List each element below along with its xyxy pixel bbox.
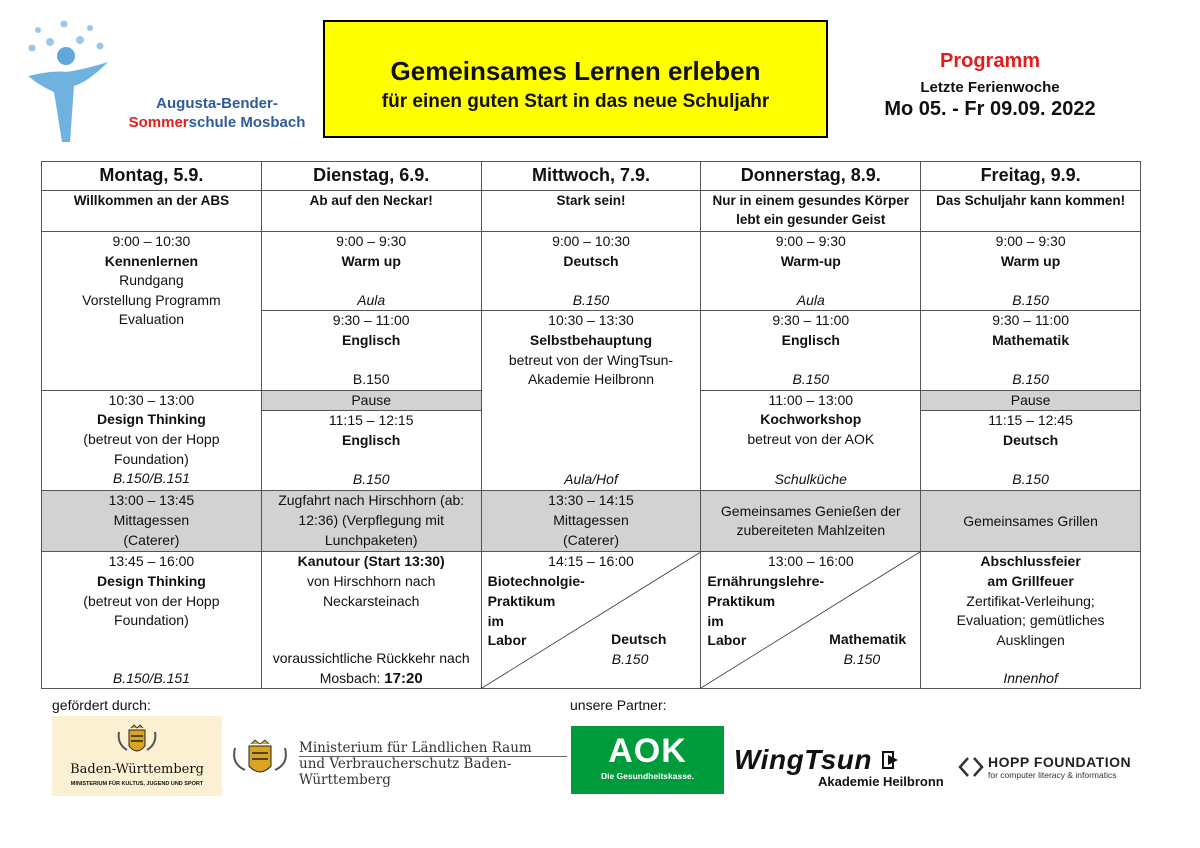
wed-lunch-time: 13:30 – 14:15 — [548, 492, 634, 509]
tue-s3-time: 11:15 – 12:15 — [328, 412, 414, 429]
thu-s4-line1: Ernährungslehre- — [707, 573, 825, 590]
aok-logo — [571, 726, 724, 794]
program-info — [860, 50, 1120, 121]
school-name — [112, 94, 322, 132]
thu-s1-room: Aula — [796, 291, 825, 308]
tue-session-kanutour — [261, 552, 481, 689]
thu-s2-room: B.150 — [792, 371, 830, 388]
motto-tuesday: Ab auf den Neckar! — [261, 191, 481, 232]
hopp-sub: for computer literacy & informatics — [988, 770, 1117, 780]
mon-s2-time: 10:30 – 13:00 — [108, 391, 195, 408]
school-name-rest: schule Mosbach — [188, 114, 306, 131]
aok-name: AOK — [608, 732, 687, 770]
wed-s3-room: B.150 — [611, 651, 649, 668]
fri-s3-title: Deutsch — [1002, 431, 1059, 448]
bw-ministry: MINISTERIUM FÜR KULTUS, JUGEND UND SPORT — [70, 781, 204, 787]
thu-meal: Gemeinsames Genießen der zubereiteten Mahlzeiten — [701, 491, 921, 552]
tue-session-englisch-2 — [261, 411, 481, 491]
tue-s1-title: Warm up — [341, 252, 401, 269]
thu-s2-time: 9:30 – 11:00 — [772, 312, 850, 329]
day-friday: Freitag, 9.9. — [921, 162, 1141, 191]
thu-s4-line3: im — [707, 612, 724, 629]
wingtsun-emblem-icon — [882, 751, 900, 769]
day-wednesday: Mittwoch, 7.9. — [481, 162, 701, 191]
school-logo-icon — [24, 18, 114, 148]
wed-s1-time: 9:00 – 10:30 — [552, 233, 630, 249]
aok-slogan: Die Gesundheitskasse. — [600, 771, 695, 781]
tue-s2-room: B.150 — [352, 371, 390, 388]
tue-s4-line2: Neckarsteinach — [322, 592, 420, 609]
mon-s3-line1: (betreut von der Hopp — [83, 592, 220, 609]
day-monday: Montag, 5.9. — [42, 162, 262, 191]
wingtsun-name: WingTsun — [734, 744, 873, 775]
mon-lunch-time: 13:00 – 13:45 — [108, 492, 195, 509]
mlr-line1: Ministerium für Ländlichen Raum — [299, 740, 532, 756]
mon-session-design-thinking-1 — [42, 390, 262, 491]
bw-kultus-logo — [52, 716, 222, 796]
tue-s1-time: 9:00 – 9:30 — [336, 233, 407, 249]
thu-session-ernaehrung — [701, 552, 921, 689]
fri-s4-room: Innenhof — [1003, 669, 1058, 686]
mon-s1-line3: Evaluation — [118, 311, 185, 328]
wed-session-biotech — [481, 552, 701, 689]
thu-session-kochworkshop — [701, 390, 921, 491]
thu-s4-time: 13:00 – 16:00 — [767, 553, 854, 570]
mon-session-design-thinking-2 — [42, 552, 262, 689]
fri-s4-title2: am Grillfeuer — [987, 572, 1074, 589]
day-header-row — [42, 162, 1141, 191]
motto-row — [42, 191, 1141, 232]
mon-s2-line1: (betreut von der Hopp — [83, 430, 220, 447]
motto-friday: Das Schuljahr kann kommen! — [921, 191, 1141, 232]
tue-s2-title: Englisch — [342, 331, 401, 348]
mon-s2-room: B.150/B.151 — [112, 470, 190, 487]
thu-s1-title: Warm-up — [780, 252, 841, 269]
fri-s4-line3: Ausklingen — [996, 631, 1065, 648]
mon-s1-time: 9:00 – 10:30 — [112, 233, 191, 249]
thu-s2-title: Englisch — [781, 331, 840, 348]
motto-monday: Willkommen an der ABS — [42, 191, 262, 232]
wed-s3-alt: Deutsch — [611, 631, 667, 648]
tue-s4-return: voraussichtliche Rückkehr nach — [272, 650, 470, 667]
tue-s4-title: Kanutour (Start 13:30) — [297, 553, 445, 570]
schedule-table — [41, 161, 1141, 689]
thu-s4-room: B.150 — [843, 651, 881, 668]
fri-s3-room: B.150 — [1012, 471, 1049, 488]
wed-s2-line1: betreut von der WingTsun- — [508, 351, 674, 368]
fri-pause: Pause — [921, 390, 1141, 411]
mon-session-kennenlernen — [42, 232, 262, 391]
thu-s4-line2: Praktikum — [707, 592, 776, 609]
mon-s2-line2: Foundation) — [114, 450, 189, 467]
wingtsun-sub: Akademie Heilbronn — [818, 774, 944, 789]
motto-wednesday: Stark sein! — [481, 191, 701, 232]
thu-session-englisch — [701, 311, 921, 390]
thu-s4-alt: Mathematik — [829, 631, 907, 648]
fri-s1-room: B.150 — [1012, 291, 1049, 308]
fri-s2-time: 9:30 – 11:00 — [992, 312, 1069, 329]
thu-s1-time: 9:00 – 9:30 — [775, 233, 846, 249]
mon-s3-title: Design Thinking — [96, 572, 206, 589]
fri-s3-time: 11:15 – 12:45 — [988, 412, 1073, 429]
lunch-row — [42, 491, 1141, 552]
fri-session-deutsch — [921, 411, 1141, 491]
thu-s3-time: 11:00 – 13:00 — [768, 391, 854, 408]
fri-s4-line2: Evaluation; gemütliches — [956, 612, 1105, 629]
wed-s3-time: 14:15 – 16:00 — [548, 553, 634, 570]
mon-s1-title: Kennenlernen — [104, 252, 199, 269]
program-week: Letzte Ferienwoche — [920, 79, 1060, 96]
thu-s3-line1: betreut von der AOK — [747, 430, 875, 447]
wed-lunch-label: Mittagessen — [553, 511, 629, 528]
motto-thursday: Nur in einem gesundes Körper lebt ein gesunder Geist — [701, 191, 921, 232]
fri-s2-room: B.150 — [1012, 371, 1049, 388]
program-dates: Mo 05. - Fr 09.09. 2022 — [884, 98, 1096, 120]
wed-s3-line1: Biotechnolgie- — [487, 573, 585, 590]
mon-lunch — [42, 491, 262, 552]
wed-session-deutsch — [481, 232, 701, 311]
coat-of-arms-icon — [115, 724, 159, 760]
day-tuesday: Dienstag, 6.9. — [261, 162, 481, 191]
wed-s1-title: Deutsch — [563, 252, 619, 269]
coat-of-arms-icon — [225, 738, 295, 780]
wed-s2-room: Aula/Hof — [564, 470, 618, 487]
bw-name: Baden-Württemberg — [70, 762, 204, 777]
banner-subtitle: für einen guten Start in das neue Schuljahr — [381, 91, 770, 112]
mon-s1-line2: Vorstellung Programm — [82, 291, 221, 308]
tue-s4-line1: von Hirschhorn nach — [306, 572, 436, 589]
mlr-line2: und Verbraucherschutz Baden-Württemberg — [299, 756, 512, 788]
program-label: Programm — [939, 50, 1041, 72]
fri-grill: Gemeinsames Grillen — [921, 491, 1141, 552]
fri-session-mathematik — [921, 311, 1141, 390]
wed-s1-room: B.150 — [572, 291, 610, 308]
fri-s4-line1: Zertifikat-Verleihung; — [966, 592, 1095, 609]
title-banner — [323, 20, 828, 138]
fri-s1-title: Warm up — [1000, 252, 1061, 269]
wed-session-selbstbehauptung — [481, 311, 701, 491]
tue-s2-time: 9:30 – 11:00 — [332, 312, 410, 329]
tue-trip: Zugfahrt nach Hirschhorn (ab: 12:36) (Verpflegung mit Lunchpaketen) — [261, 491, 481, 552]
wed-s2-time: 10:30 – 13:30 — [548, 312, 634, 329]
tue-s3-title: Englisch — [342, 431, 401, 448]
school-name-sommer: Sommer — [128, 114, 189, 131]
fri-session-abschlussfeier — [921, 552, 1141, 689]
wed-s2-title: Selbstbehauptung — [529, 331, 653, 348]
tue-session-englisch-1 — [261, 311, 481, 390]
tue-s3-room: B.150 — [352, 471, 390, 488]
day-thursday: Donnerstag, 8.9. — [701, 162, 921, 191]
mon-s3-line2: Foundation) — [114, 612, 189, 629]
wed-lunch — [481, 491, 701, 552]
thu-s4-line4: Labor — [707, 632, 747, 649]
tue-s1-room: Aula — [357, 291, 386, 308]
wed-s2-line2: Akademie Heilbronn — [527, 371, 655, 388]
hopp-chevrons-icon — [958, 756, 984, 778]
mon-s3-time: 13:45 – 16:00 — [108, 553, 195, 570]
wed-s3-line4: Labor — [487, 632, 527, 649]
fri-s4-title1: Abschlussfeier — [980, 553, 1081, 570]
school-name-line1: Augusta-Bender- — [156, 95, 278, 112]
wingtsun-logo — [734, 744, 954, 789]
mon-lunch-label: Mittagessen — [113, 511, 190, 528]
mon-s2-title: Design Thinking — [96, 411, 206, 428]
thu-session-warmup — [701, 232, 921, 311]
tue-session-warmup — [261, 232, 481, 311]
fri-s1-time: 9:00 – 9:30 — [995, 233, 1066, 249]
tue-pause: Pause — [261, 390, 481, 411]
mon-s3-room: B.150/B.151 — [112, 669, 190, 686]
tue-s4-dest: Mosbach: — [319, 669, 381, 686]
hopp-name: HOPP FOUNDATION — [988, 754, 1132, 770]
mlr-logo — [225, 738, 567, 788]
funded-by-label: gefördert durch: — [52, 697, 151, 713]
mon-s1-line1: Rundgang — [119, 272, 184, 289]
fri-session-warmup — [921, 232, 1141, 311]
thu-s3-title: Kochworkshop — [760, 411, 862, 428]
wed-s3-line3: im — [487, 612, 504, 629]
mon-lunch-note: (Caterer) — [123, 531, 180, 548]
partners-label: unsere Partner: — [570, 697, 667, 713]
banner-title: Gemeinsames Lernen erleben — [390, 56, 761, 86]
thu-s3-room: Schulküche — [774, 471, 847, 488]
wed-lunch-note: (Caterer) — [562, 531, 619, 548]
tue-s4-return-time: 17:20 — [384, 669, 423, 687]
hopp-foundation-logo — [958, 754, 1148, 780]
fri-s2-title: Mathematik — [992, 331, 1070, 348]
wed-s3-line2: Praktikum — [487, 592, 556, 609]
